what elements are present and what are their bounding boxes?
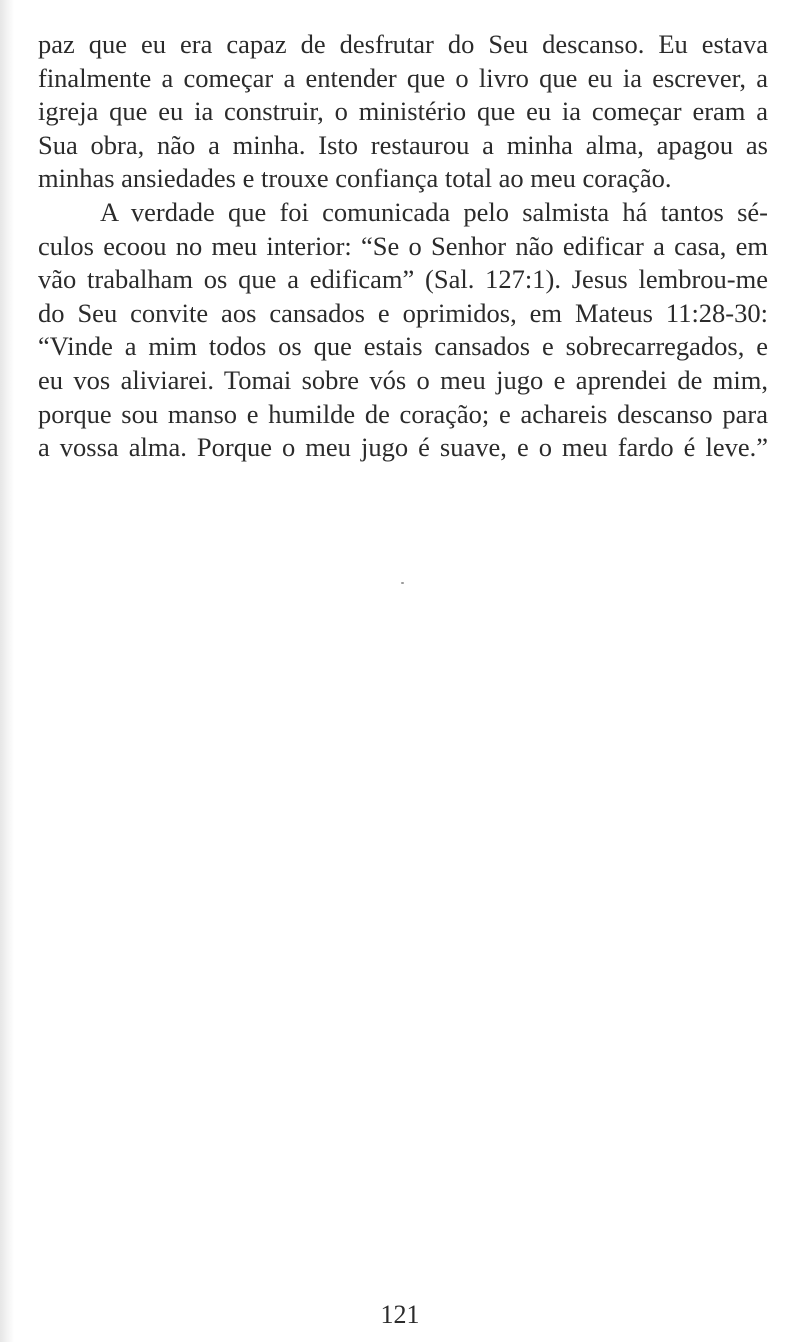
text-line: finalmente a começar a entender que o livro que eu ia escrever, a: [38, 62, 768, 93]
text-line: “Vinde a mim todos os que estais cansados e sobrecarregados, e: [38, 331, 768, 362]
paragraph-2: [38, 196, 768, 465]
text-line: porque sou manso e humilde de coração; e achareis descanso para: [38, 398, 768, 429]
text-line: Sua obra, não a minha. Isto restaurou a minha alma, apagou as: [38, 129, 768, 160]
text-line: paz que eu era capaz de desfrutar do Seu descanso. Eu estava: [38, 29, 768, 59]
text-line: vão trabalham os que a edificam” (Sal. 127:1). Jesus lembrou-me: [38, 264, 768, 295]
text-line: culos ecoou no meu interior: “Se o Senhor não edificar a casa, em: [38, 230, 768, 261]
text-line: do Seu convite aos cansados e oprimidos, em Mateus 11:28-30:: [38, 297, 768, 328]
text-line: igreja que eu ia construir, o ministério que eu ia começar eram a: [38, 96, 768, 127]
text-line: minhas ansiedades e trouxe confiança total ao meu coração.: [38, 163, 672, 194]
text-line: eu vos aliviarei. Tomai sobre vós o meu jugo e aprendei de mim,: [38, 364, 768, 395]
paragraph-1: [38, 28, 768, 196]
text-line: a vossa alma. Porque o meu jugo é suave, e o meu fardo é leve.”: [38, 432, 768, 463]
text-line: A verdade que foi comunicada pelo salmista há tantos sé-: [100, 196, 768, 227]
body-text: [38, 28, 768, 465]
print-speck: [401, 582, 404, 584]
page-binding-shadow: [0, 0, 14, 1342]
page-number: 121: [380, 1300, 420, 1329]
